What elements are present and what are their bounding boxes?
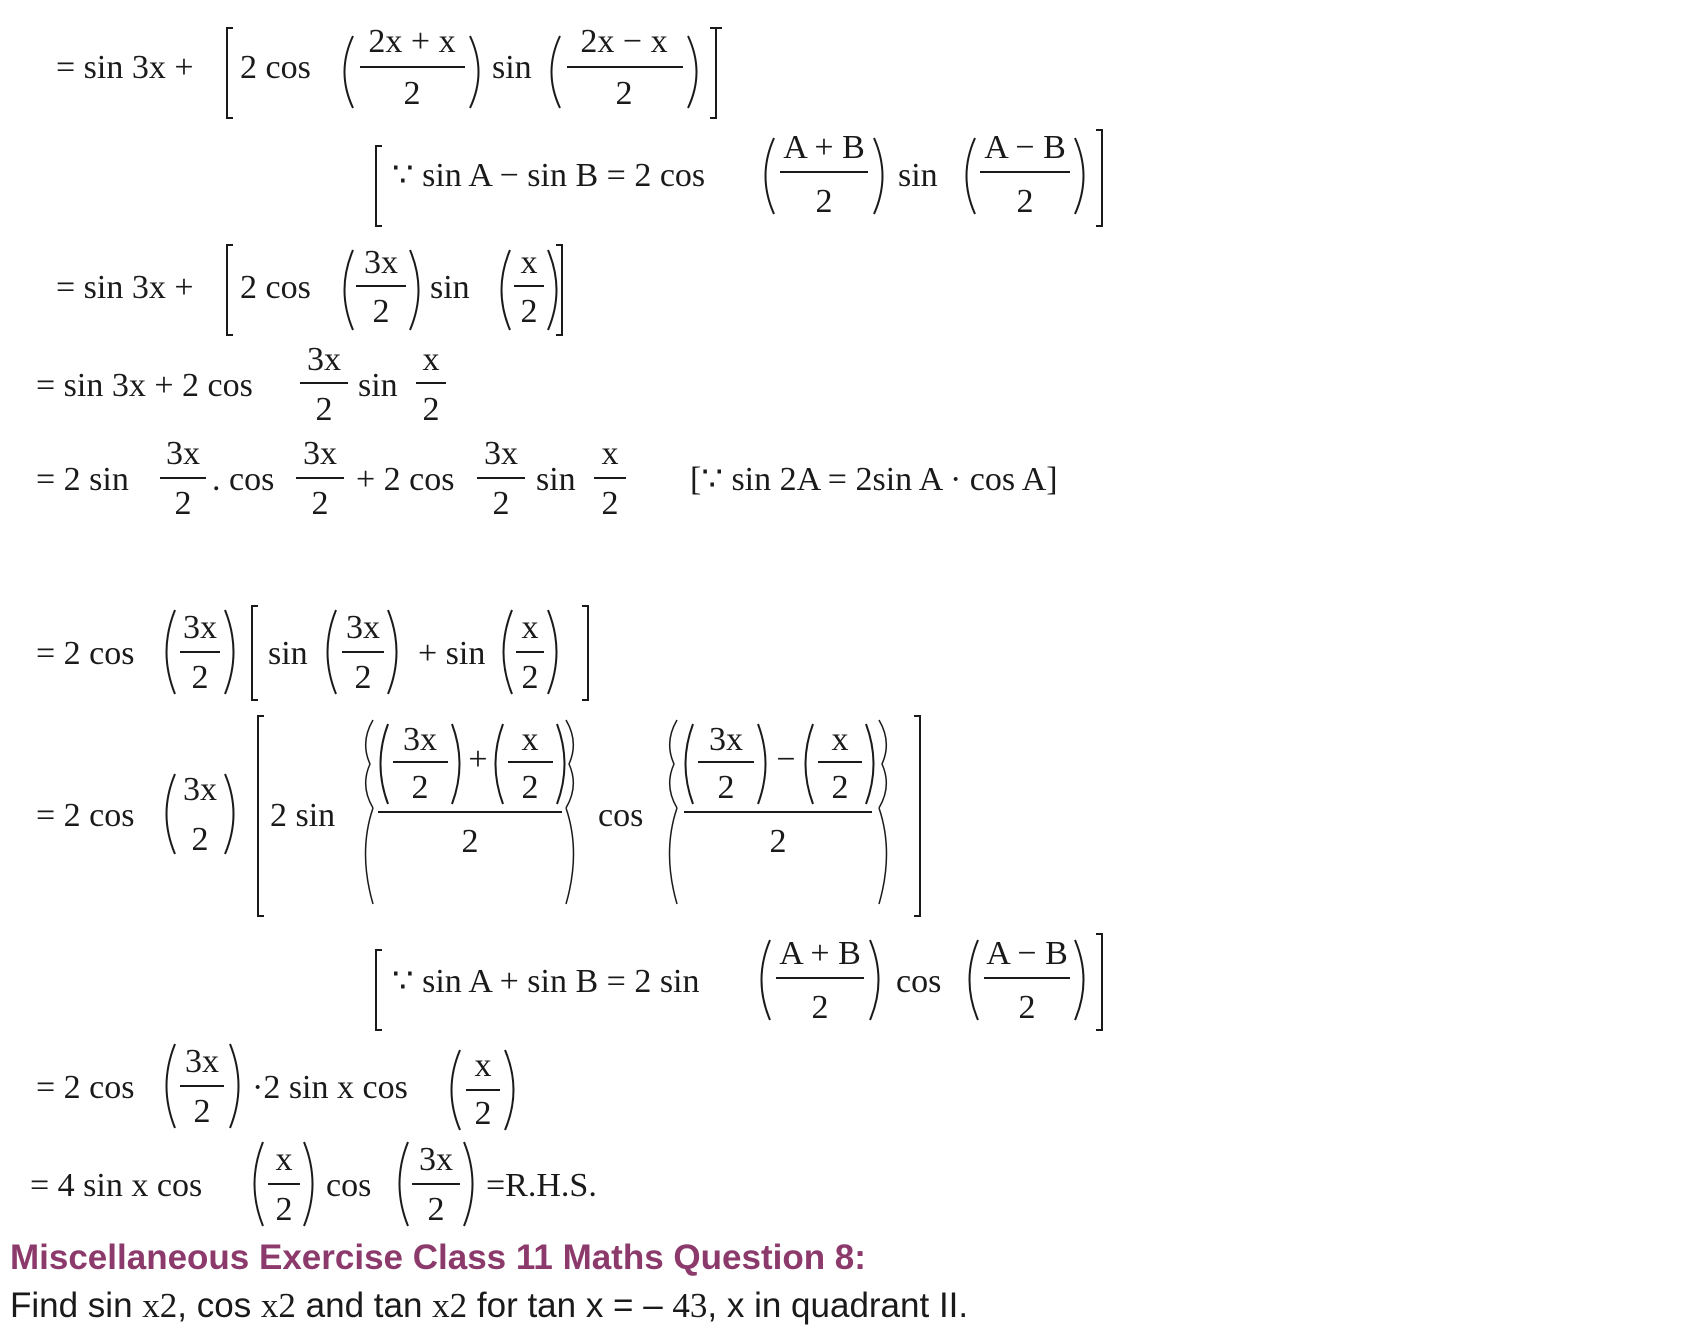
frac-num: 3x [709,721,743,758]
frac-num: x [521,609,539,646]
frac-num: x [520,244,538,281]
frac-den: 2 [492,485,510,522]
sin-label: sin [536,461,576,498]
frac-den: 2 [1018,989,1036,1026]
frac-num: A − B [984,129,1066,166]
question-frac: x2 [260,1286,296,1325]
frac-den: 2 [411,769,429,806]
line1-coef: 2 cos [240,49,311,86]
frac-num: 2x − x [580,23,668,60]
frac-den: 2 [615,75,633,112]
identity1-text: ∵ sin A − sin B = 2 cos [392,157,706,194]
sin-label: sin [492,49,532,86]
frac-den: 2 [191,821,209,858]
sin-label: sin [898,157,938,194]
frac-num: x [422,341,440,378]
frac-num: x [275,1141,293,1178]
frac-num: A + B [779,935,861,972]
minus-sign: − [776,741,796,778]
line8-prefix: = 4 sin x cos [30,1167,203,1204]
frac-den: 2 [520,293,538,330]
dot-cos: . cos [212,461,275,498]
frac-den: 2 [174,485,192,522]
frac-den: 2 [521,769,539,806]
frac-num: 3x [419,1141,453,1178]
frac-den: 2 [193,1093,211,1130]
cos-label: cos [598,797,644,834]
rhs-label: =R.H.S. [486,1167,597,1204]
question-part: for tan x = – [467,1286,673,1325]
cos-label: cos [326,1167,372,1204]
frac-num: 3x [166,435,200,472]
sin-label: sin [268,635,308,672]
question-heading: Miscellaneous Exercise Class 11 Maths Question 8: [10,1238,866,1277]
frac-num: 3x [183,771,217,808]
sin-label: sin [430,269,470,306]
frac-den: 2 [311,485,329,522]
frac-num: 3x [484,435,518,472]
frac-den: 2 [427,1191,445,1228]
frac-num: x [474,1047,492,1084]
frac-num: 3x [364,244,398,281]
frac-den: 2 [191,659,209,696]
line7-middle: ·2 sin x cos [252,1069,408,1106]
question-frac: x2 [142,1286,178,1325]
frac-num: x [521,721,539,758]
frac-num: A + B [783,129,865,166]
frac-den: 2 [372,293,390,330]
question-part: , cos [177,1286,261,1325]
line5-prefix: = 2 cos [36,635,135,672]
question-value: 43 [672,1286,708,1325]
sin-label: sin [358,367,398,404]
frac-den: 2 [831,769,849,806]
identity-note: [∵ sin 2A = 2sin A · cos A] [690,461,1058,498]
frac-den: 2 [601,485,619,522]
frac-den: 2 [275,1191,293,1228]
question-part: , x in quadrant II. [707,1286,969,1325]
frac-num: A − B [986,935,1068,972]
question-part: Find sin [10,1286,143,1325]
line2-prefix: = sin 3x + [56,269,194,306]
line2-coef: 2 cos [240,269,311,306]
frac-num: 3x [346,609,380,646]
line3-prefix: = sin 3x + 2 cos [36,367,253,404]
frac-den: 2 [315,391,333,428]
frac-den: 2 [403,75,421,112]
frac-num: 3x [185,1043,219,1080]
frac-den: 2 [717,769,735,806]
frac-num: 3x [183,609,217,646]
plus-sign: + [468,741,488,778]
line7-prefix: = 2 cos [36,1069,135,1106]
frac-den: 2 [811,989,829,1026]
frac-num: x [831,721,849,758]
line6-prefix: = 2 cos [36,797,135,834]
frac-num: 3x [403,721,437,758]
frac-num: 3x [307,341,341,378]
frac-den: 2 [769,823,787,860]
frac-num: x [601,435,619,472]
cos-label: cos [896,963,942,1000]
question-frac: x2 [432,1286,468,1325]
bracket-left [227,28,233,118]
frac-den: 2 [815,183,833,220]
frac-den: 2 [354,659,372,696]
frac-den: 2 [1016,183,1034,220]
plus-cos: + 2 cos [356,461,455,498]
frac-den: 2 [422,391,440,428]
plus-sin: + sin [418,635,486,672]
frac-num: 2x + x [368,23,456,60]
two-sin: 2 sin [270,797,336,834]
identity2-text: ∵ sin A + sin B = 2 sin [392,963,700,1000]
question-part: and tan [295,1286,433,1325]
question-text [10,1286,968,1326]
frac-den: 2 [474,1095,492,1132]
frac-den: 2 [521,659,539,696]
frac-den: 2 [461,823,479,860]
line4-prefix: = 2 sin [36,461,129,498]
frac-num: 3x [303,435,337,472]
line1-prefix: = sin 3x + [56,49,194,86]
